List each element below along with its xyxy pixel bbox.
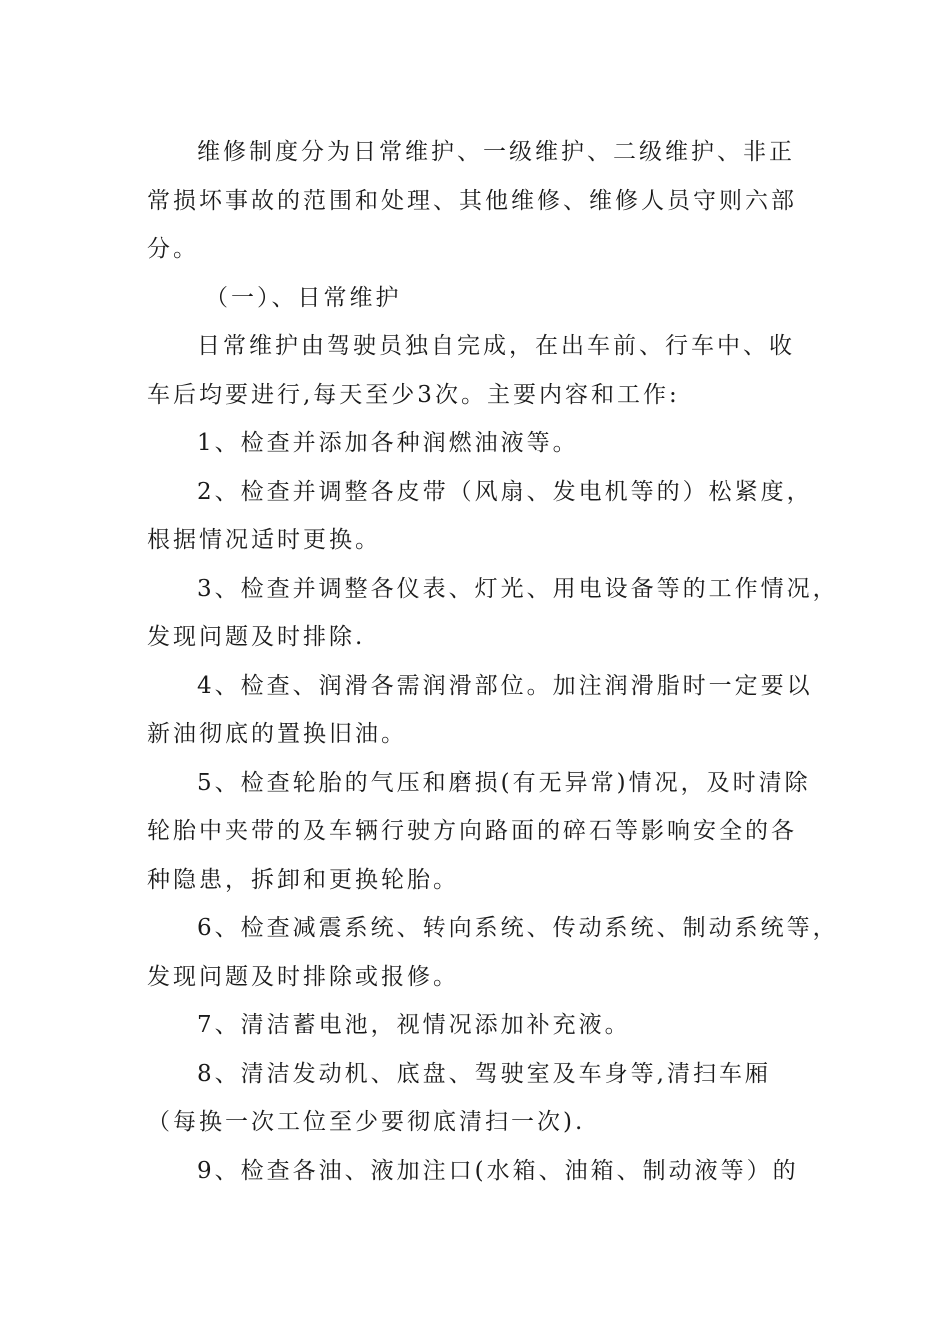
text-line: 8、清洁发动机、底盘、驾驶室及车身等,清扫车厢 <box>197 1060 771 1087</box>
text-line: 车后均要进行,每天至少3次。主要内容和工作: <box>147 381 680 408</box>
paragraph-intro <box>147 128 807 274</box>
text-line: 新油彻底的置换旧油。 <box>147 721 407 747</box>
text-line: 根据情况适时更换。 <box>147 527 381 553</box>
section-heading <box>147 274 807 323</box>
list-item-3 <box>147 565 839 662</box>
text-line: 5、检查轮胎的气压和磨损(有无异常)情况，及时清除 <box>197 769 811 796</box>
list-item-7 <box>147 1001 807 1050</box>
text-line: 常损坏事故的范围和处理、其他维修、维修人员守则六部 <box>147 187 797 214</box>
list-item-6 <box>147 904 839 1001</box>
text-line: 9、检查各油、液加注口(水箱、油箱、制动液等）的 <box>197 1157 799 1184</box>
text-line: 维修制度分为日常维护、一级维护、二级维护、非正 <box>197 139 795 165</box>
text-line: （一）、日常维护 <box>205 284 402 311</box>
paragraph-daily-maintenance <box>147 322 807 419</box>
text-line: 分。 <box>147 236 199 262</box>
text-line: 日常维护由驾驶员独自完成，在出车前、行车中、收 <box>197 333 795 359</box>
list-item-9 <box>147 1147 807 1196</box>
text-line: 发现问题及时排除. <box>147 624 366 650</box>
list-item-2 <box>147 468 813 565</box>
text-line: （每换一次工位至少要彻底清扫一次). <box>147 1109 586 1135</box>
list-item-4 <box>147 662 813 759</box>
list-item-8 <box>147 1050 807 1147</box>
list-item-5 <box>147 759 811 905</box>
text-line: 发现问题及时排除或报修。 <box>147 963 459 990</box>
text-line: 轮胎中夹带的及车辆行驶方向路面的碎石等影响安全的各 <box>147 818 797 844</box>
list-item-1 <box>147 419 807 468</box>
text-line: 4、检查、润滑各需润滑部位。加注润滑脂时一定要以 <box>197 672 813 699</box>
text-line: 7、清洁蓄电池，视情况添加补充液。 <box>197 1012 631 1038</box>
document-body <box>147 128 839 1195</box>
text-line: 6、检查减震系统、转向系统、传动系统、制动系统等， <box>197 915 839 941</box>
text-line: 1、检查并添加各种润燃油液等。 <box>197 430 579 456</box>
text-line: 2、检查并调整各皮带（风扇、发电机等的）松紧度， <box>197 478 813 505</box>
text-line: 3、检查并调整各仪表、灯光、用电设备等的工作情况， <box>197 575 839 602</box>
text-line: 种隐患，拆卸和更换轮胎。 <box>147 866 459 893</box>
